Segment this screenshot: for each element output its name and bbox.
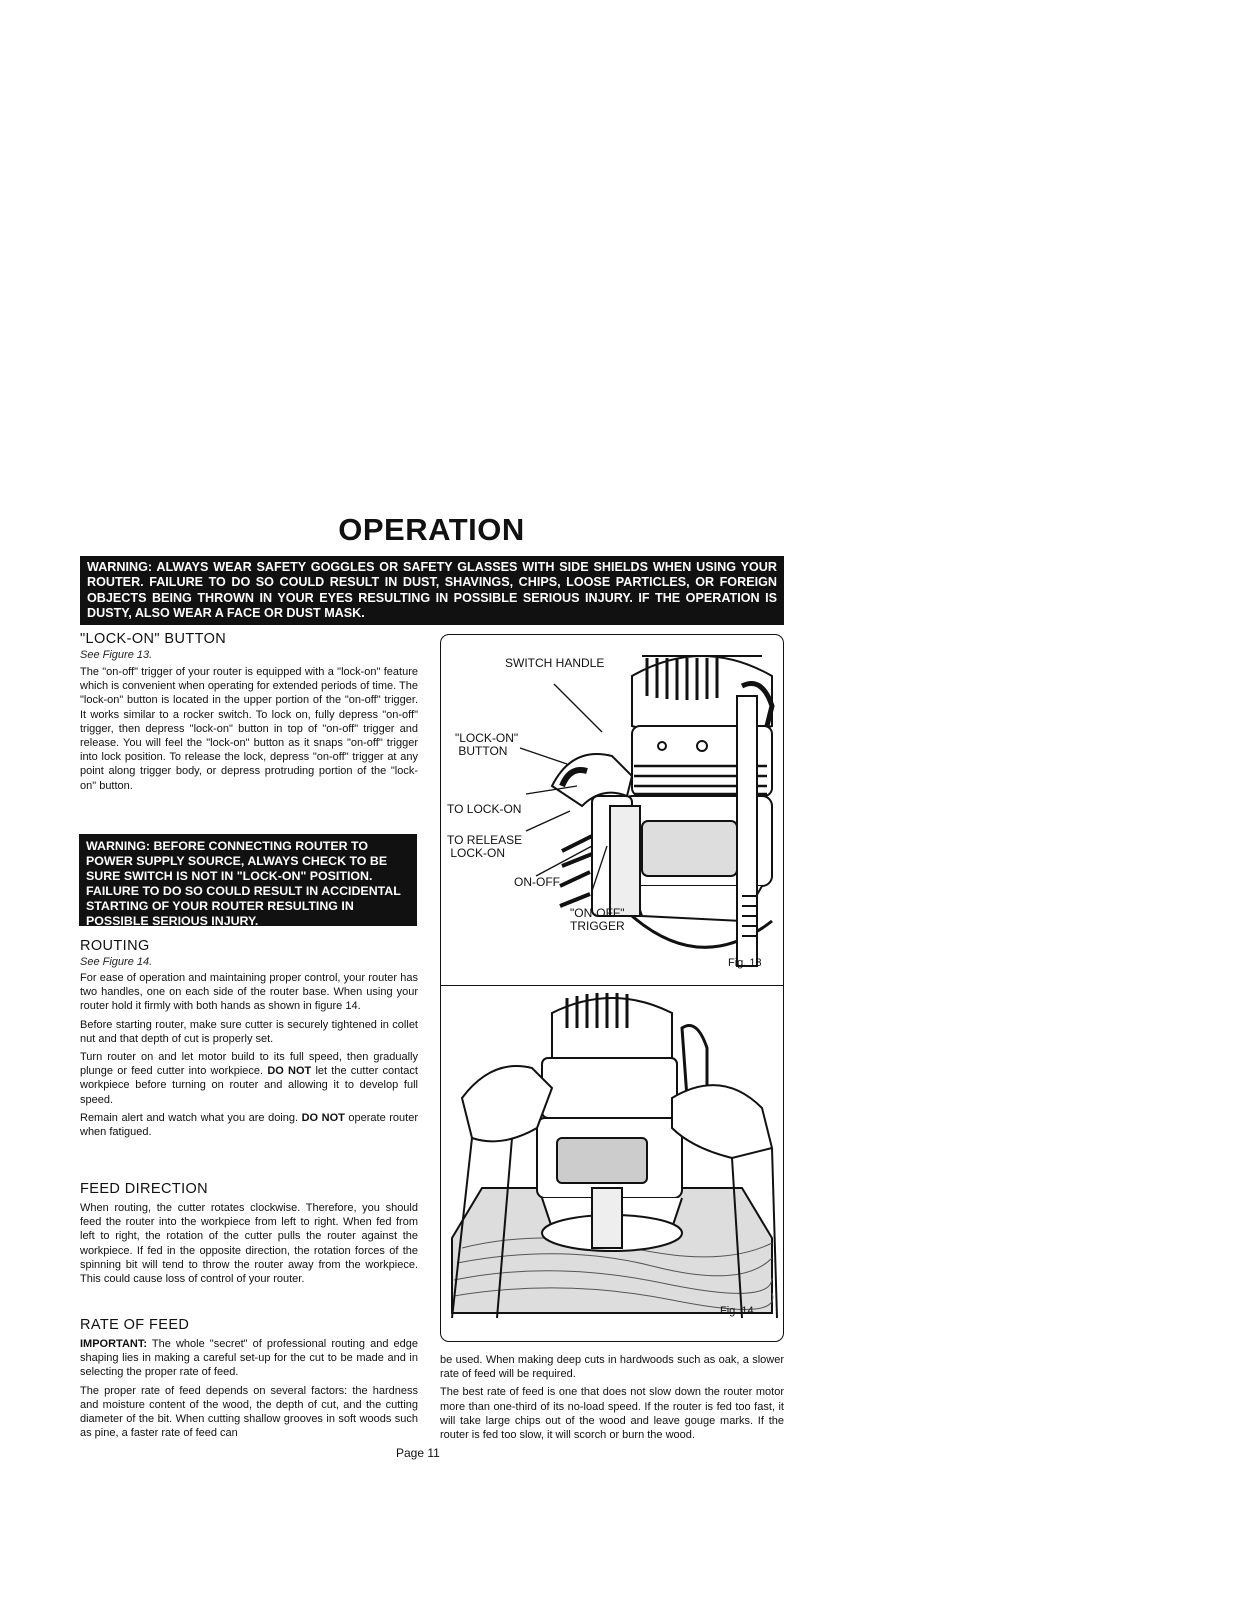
rate-of-feed-paragraph-3: be used. When making deep cuts in hardwoods such as oak, a slower rate of feed will be required.	[440, 1354, 784, 1381]
routing-paragraph-4: Remain alert and watch what you are doing. DO NOT operate router when fatigued.	[80, 1111, 418, 1139]
fig13-label-to-release-lock-on: TO RELEASE LOCK-ON	[447, 833, 523, 860]
lock-on-see-figure: See Figure 13.	[80, 649, 153, 661]
lock-on-section	[80, 631, 418, 797]
rate-of-feed-important: IMPORTANT: The whole "secret" of professional routing and edge shaping lies in making a careful set-up for the cut to be made and in selecting the proper rate of feed.	[80, 1338, 418, 1379]
rate-of-feed-heading: RATE OF FEED	[80, 1317, 190, 1333]
fig13-label-on-off: ON-OFF	[514, 875, 560, 889]
warning-box-safety-goggles: WARNING: ALWAYS WEAR SAFETY GOGGLES OR SAFETY GLASSES WITH SIDE SHIELDS WHEN USING YOUR ROUTER. FAILURE TO DO SO COULD RESULT IN DUST, SHAVINGS, CHIPS, LOOSE PARTICLES, OR FOREIGN OBJECTS BEING THROWN IN YOUR EYES RESULTING IN POSSIBLE SERIOUS INJURY. IF THE OPERATION IS DUSTY, ALSO WEAR A FACE OR DUST MASK.	[80, 556, 784, 625]
rate-of-feed-paragraph-4: The best rate of feed is one that does not slow down the router motor more than one-third of its no-load speed. If the router is fed too fast, it will take large chips out of the wood and leave gouge marks. If the router is fed too slow, it will scorch or burn the wood.	[440, 1386, 784, 1442]
fig13-label-to-lock-on: TO LOCK-ON	[447, 802, 522, 816]
feed-direction-heading: FEED DIRECTION	[80, 1181, 209, 1197]
rate-of-feed-section	[80, 1317, 418, 1444]
page-number: Page 11	[396, 1446, 440, 1460]
figure-divider	[440, 985, 784, 986]
fig14-caption: Fig. 14	[720, 1305, 754, 1317]
rate-of-feed-continued	[440, 1353, 784, 1446]
routing-paragraph-3: Turn router on and let motor build to its full speed, then gradually plunge or feed cutter into workpiece. DO NOT let the cutter contact workpiece before turning on router and allowing it to develop full speed.	[80, 1051, 418, 1106]
lock-on-paragraph: The "on-off" trigger of your router is equipped with a "lock-on" feature which is convenient when operating for extended periods of time. The "lock-on" button is located in the upper portion of the "on-off" trigger. It works similar to a rocker switch. To lock on, fully depress "on-off" trigger, then depress "lock-on" button in top of "on-off" trigger and release. You will feel the "lock-on" button as it snaps "on-off" trigger into lock position. To release the lock, depress "on-off" trigger at any point along trigger body, or depress protruding portion of the "lock-on" button.	[80, 666, 418, 792]
fig13-label-switch-handle: SWITCH HANDLE	[505, 656, 605, 670]
warning-box-lock-on: WARNING: BEFORE CONNECTING ROUTER TO POWER SUPPLY SOURCE, ALWAYS CHECK TO BE SURE SWITCH IS NOT IN "LOCK-ON" POSITION. FAILURE TO DO SO COULD RESULT IN ACCIDENTAL STARTING OF YOUR ROUTER RESULTING IN POSSIBLE SERIOUS INJURY.	[79, 834, 417, 926]
page-title: OPERATION	[338, 512, 525, 547]
routing-heading: ROUTING	[80, 938, 150, 954]
feed-direction-paragraph: When routing, the cutter rotates clockwise. Therefore, you should feed the router into the workpiece from left to right. When fed from left to right, the rotation of the cutter pulls the router against the workpiece. If fed in the opposite direction, the rotation forces of the spinning bit will tend to throw the router away from the workpiece. This could cause loss of control of your router.	[80, 1202, 418, 1286]
routing-section	[80, 938, 418, 1143]
feed-direction-section	[80, 1181, 418, 1290]
routing-paragraph-2: Before starting router, make sure cutter is securely tightened in collet nut and that depth of cut is properly set.	[80, 1018, 418, 1045]
fig13-caption: Fig. 13	[728, 957, 762, 969]
figure-14-illustration	[442, 988, 782, 1338]
routing-see-figure: See Figure 14.	[80, 956, 153, 968]
fig13-label-lock-on-button: "LOCK-ON" BUTTON	[455, 731, 519, 758]
rate-of-feed-paragraph-2: The proper rate of feed depends on several factors: the hardness and moisture content of the wood, the depth of cut, and the cutting diameter of the bit. When cutting shallow grooves in soft woods such as pine, a faster rate of feed can	[80, 1384, 418, 1440]
lock-on-heading: "LOCK-ON" BUTTON	[80, 631, 227, 647]
fig13-label-on-off-trigger: "ON-OFF" TRIGGER	[570, 906, 625, 933]
routing-paragraph-1: For ease of operation and maintaining proper control, your router has two handles, one on each side of the router base. When using your router hold it firmly with both hands as shown in figure 14.	[80, 972, 418, 1013]
